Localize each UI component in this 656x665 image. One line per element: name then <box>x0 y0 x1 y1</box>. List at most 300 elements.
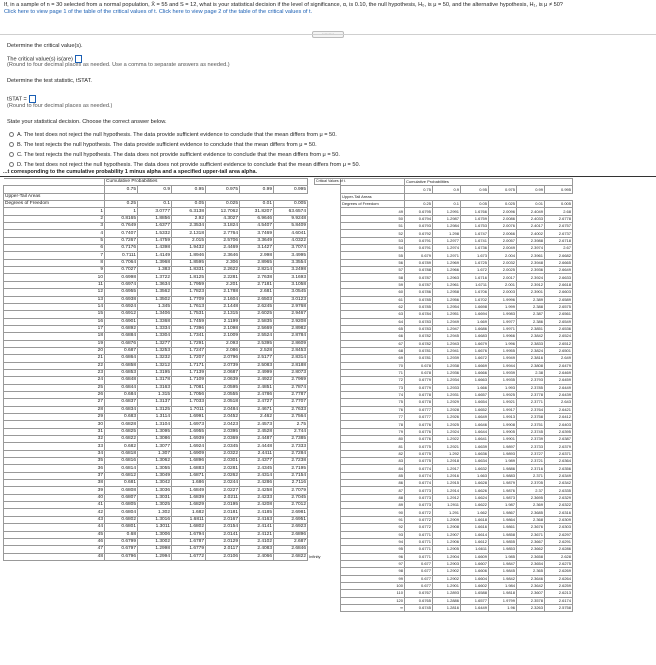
tvalue-cell: 4.6041 <box>274 230 308 237</box>
choice-a[interactable]: A. The test does not reject the null hypothesis. The data provide sufficient evidence to conclude that the mean differs from μ = 50. <box>9 132 337 139</box>
df-cell: 5 <box>4 237 105 244</box>
table-row <box>4 399 322 406</box>
tvalue-cell: 1.672 <box>461 267 489 274</box>
df-cell: 69 <box>341 355 405 362</box>
tvalue-cell: 0.6818 <box>105 450 138 457</box>
tvalue-cell: 1.7247 <box>172 347 206 354</box>
tvalue-cell: 1.673 <box>461 252 489 259</box>
table-row <box>341 516 573 523</box>
tvalue-cell: 1.993 <box>489 384 517 391</box>
cum-prob-cell: 0.75 <box>105 186 138 193</box>
tvalue-cell: 1.6609 <box>461 553 489 560</box>
tvalue-cell: 1.9949 <box>489 355 517 362</box>
tvalue-cell: 2.4233 <box>240 494 274 501</box>
tvalue-cell: 1.9901 <box>489 436 517 443</box>
tvalue-cell: 0.6787 <box>405 274 433 281</box>
tvalue-cell: 1.2934 <box>433 377 461 384</box>
tvalue-cell: 0.6785 <box>405 296 433 303</box>
table-page2-link[interactable]: Click here to view page 2 of the table of the critical values of t. <box>158 9 313 15</box>
tvalue-cell: 2.093 <box>206 340 240 347</box>
tvalue-cell: 0.7111 <box>105 252 138 259</box>
tvalue-cell: 0.678 <box>405 369 433 376</box>
upper-tail-header-blank <box>105 193 308 200</box>
tvalue-cell: 2.8982 <box>274 325 308 332</box>
tvalue-cell: 0.6784 <box>405 311 433 318</box>
df-cell: 71 <box>341 369 405 376</box>
tvalue-cell: 1.9799 <box>489 597 517 604</box>
df-cell: 24 <box>4 377 105 384</box>
df-cell: 34 <box>4 450 105 457</box>
tvalue-cell: 1.6652 <box>461 406 489 413</box>
tvalue-cell: 2.0017 <box>489 274 517 281</box>
table-row <box>341 450 573 457</box>
tvalue-cell: 2.5706 <box>206 237 240 244</box>
tvalue-cell: 0.6788 <box>405 267 433 274</box>
tvalue-cell: 0.7407 <box>105 230 138 237</box>
tvalue-cell: 2.6174 <box>545 597 573 604</box>
tvalue-cell: 2.6379 <box>545 443 573 450</box>
tvalue-cell: 1.2936 <box>433 369 461 376</box>
tvalue-cell: 1.666 <box>461 384 489 391</box>
upper-tail-header: Upper-Tail Areas <box>4 193 105 200</box>
tvalue-cell: 3.0777 <box>138 208 172 215</box>
tvalue-cell: 2.4049 <box>517 208 545 215</box>
tvalue-cell: 2.1009 <box>206 333 240 340</box>
tvalue-cell: 2.0452 <box>206 414 240 421</box>
df-cell: 110 <box>341 590 405 597</box>
tvalue-cell: 1.2943 <box>433 340 461 347</box>
tvalue-cell: 2.681 <box>240 289 274 296</box>
tvalue-cell: 2.8784 <box>274 333 308 340</box>
tvalue-cell: 2.0395 <box>206 428 240 435</box>
tvalue-cell: 2.387 <box>517 311 545 318</box>
table-row <box>341 274 573 281</box>
radio-d-icon[interactable] <box>9 162 14 167</box>
tvalue-cell: 2.3924 <box>517 274 545 281</box>
tvalue-cell: 2.3667 <box>517 538 545 545</box>
tvalue-cell: 0.6828 <box>105 421 138 428</box>
tvalue-cell: 2.0281 <box>206 465 240 472</box>
tvalue-cell: 1.682 <box>172 509 206 516</box>
tvalue-cell: 1.3502 <box>138 296 172 303</box>
table-row <box>4 531 322 538</box>
tvalue-cell: 1.7531 <box>172 311 206 318</box>
tvalue-cell: 2.4017 <box>517 223 545 230</box>
tvalue-cell: 2.8609 <box>274 340 308 347</box>
tvalue-cell: 0.6778 <box>405 399 433 406</box>
df-cell: 93 <box>341 531 405 538</box>
tvalue-cell: 2.0369 <box>206 436 240 443</box>
cum-prob-cell: 0.995 <box>274 186 308 193</box>
upper-tail-cell: 0.01 <box>240 201 274 208</box>
tvalue-cell: 1.2963 <box>433 274 461 281</box>
tvalue-cell: 2.3695 <box>517 494 545 501</box>
df-cell: 92 <box>341 524 405 531</box>
tvalue-cell: 1.6924 <box>172 443 206 450</box>
table-row <box>4 333 322 340</box>
cum-prob-cell: 0.975 <box>206 186 240 193</box>
tvalue-cell: 0.6816 <box>105 458 138 465</box>
question-text: If, in a sample of n = 30 selected from a normal population, X̄ = 55 and S = 12, what is your statistical decision if the level of significance, α, is 0.10, the null hypothesis, H₀, is μ = 50, and the alternative hypothesis, H₁, is μ ≠ 50? <box>4 2 563 8</box>
choice-b[interactable]: B. The test rejects the null hypothesis. The data provide sufficient evidence to conclude that the mean differs from μ = 50. <box>9 142 317 149</box>
tvalue-cell: 1.3031 <box>138 494 172 501</box>
tvalue-cell: 2.4573 <box>240 421 274 428</box>
tvalue-cell: 2.086 <box>206 347 240 354</box>
upper-tail-cell: 0.1 <box>433 201 461 208</box>
tvalue-cell: 2.6275 <box>545 560 573 567</box>
tvalue-cell: 1.291 <box>433 509 461 516</box>
tvalue-cell: 2.3901 <box>517 289 545 296</box>
df-cell: 1 <box>4 208 105 215</box>
table-title: ...t corresponding to the cumulative probability 1 minus alpha and a specified upper-tail area alpha. <box>3 169 258 175</box>
tvalue-cell: 9.9248 <box>274 215 308 222</box>
table-row <box>341 230 573 237</box>
tvalue-cell: 2.649 <box>545 355 573 362</box>
tvalue-cell: 0.6773 <box>405 487 433 494</box>
tvalue-cell: 1.3195 <box>138 369 172 376</box>
tvalue-cell: 1.9893 <box>489 450 517 457</box>
table-row <box>4 347 322 354</box>
df-cell: 72 <box>341 377 405 384</box>
tvalue-cell: 1.985 <box>489 553 517 560</box>
table-row <box>4 245 322 252</box>
tvalue-cell: 2.7333 <box>274 443 308 450</box>
tvalue-cell: 0.682 <box>105 443 138 450</box>
tvalue-cell: 0.687 <box>105 347 138 354</box>
tvalue-cell: 2.6364 <box>545 458 573 465</box>
tstat-input[interactable] <box>29 95 36 103</box>
df-cell: 84 <box>341 465 405 472</box>
tvalue-cell: 1.7823 <box>172 289 206 296</box>
tvalue-cell: 1.2994 <box>138 553 172 560</box>
df-cell: 46 <box>4 538 105 545</box>
tvalue-cell: 2.0227 <box>206 487 240 494</box>
tvalue-cell: 1.2901 <box>433 582 461 589</box>
table-row <box>4 362 322 369</box>
tvalue-cell: 2.37 <box>517 487 545 494</box>
tvalue-cell: 1.3011 <box>138 524 172 531</box>
tvalue-cell: 1.9867 <box>489 509 517 516</box>
tvalue-cell: 0.6777 <box>405 406 433 413</box>
table-row <box>4 487 322 494</box>
table-row <box>4 215 322 222</box>
table-row <box>4 516 322 523</box>
df-cell: 62 <box>341 303 405 310</box>
tvalue-cell: 2.0195 <box>206 502 240 509</box>
tvalue-cell: 1.7709 <box>172 296 206 303</box>
tvalue-cell: 1.9977 <box>489 318 517 325</box>
tvalue-cell: 1.9861 <box>489 524 517 531</box>
tvalue-cell: 1.2966 <box>433 267 461 274</box>
df-cell: 76 <box>341 406 405 413</box>
radio-c-icon[interactable] <box>9 152 14 157</box>
table-row <box>4 296 322 303</box>
tvalue-cell: 1.302 <box>138 509 172 516</box>
df-cell: 18 <box>4 333 105 340</box>
df-cell: 85 <box>341 472 405 479</box>
tvalue-cell: 2.6412 <box>545 414 573 421</box>
df-cell: 96 <box>341 553 405 560</box>
tvalue-cell: 0.6771 <box>405 553 433 560</box>
tvalue-cell: 0.6772 <box>405 516 433 523</box>
tvalue-cell: 1.6646 <box>461 421 489 428</box>
tvalue-cell: 1.2961 <box>433 281 461 288</box>
table-row <box>341 223 573 230</box>
tvalue-cell: 1.6909 <box>172 450 206 457</box>
tvalue-cell: 2.8188 <box>274 362 308 369</box>
table-row <box>341 509 573 516</box>
tvalue-cell: 1.2987 <box>433 215 461 222</box>
table-row <box>4 281 322 288</box>
upper-tail-cell: 0.005 <box>545 201 573 208</box>
tvalue-cell: 2.0555 <box>206 391 240 398</box>
tvalue-cell: 2.0096 <box>489 208 517 215</box>
tvalue-cell: 2.6259 <box>545 582 573 589</box>
table-row <box>341 311 573 318</box>
tvalue-cell: 1.6787 <box>172 538 206 545</box>
tvalue-cell: 2.687 <box>274 538 308 545</box>
df-cell: 82 <box>341 450 405 457</box>
tvalue-cell: 0.6773 <box>405 502 433 509</box>
tvalue-cell: 1.9876 <box>489 487 517 494</box>
tvalue-cell: 2.3833 <box>517 340 545 347</box>
table-row <box>341 553 573 560</box>
tvalue-cell: 1.6672 <box>461 355 489 362</box>
tvalue-cell: 0.6786 <box>405 289 433 296</box>
df-cell: 42 <box>4 509 105 516</box>
tvalue-cell: 0.6773 <box>405 494 433 501</box>
tvalue-cell: 1.3049 <box>138 472 172 479</box>
table-row <box>341 575 573 582</box>
tvalue-cell: 2.7116 <box>274 480 308 487</box>
table-row <box>4 480 322 487</box>
tvalue-cell: 2.6923 <box>274 524 308 531</box>
tvalue-cell: 2.3824 <box>517 347 545 354</box>
tvalue-cell: 1.2958 <box>433 289 461 296</box>
tvalue-cell: 1.7341 <box>172 333 206 340</box>
tvalue-cell: 0.6802 <box>105 516 138 523</box>
tvalue-cell: 1.2941 <box>433 347 461 354</box>
tvalue-cell: 1.3253 <box>138 347 172 354</box>
tvalue-cell: 2.8214 <box>240 267 274 274</box>
tvalue-cell: 1.6676 <box>461 347 489 354</box>
tvalue-cell: 1.2903 <box>433 560 461 567</box>
tvalue-cell: 1.6607 <box>461 560 489 567</box>
table-row <box>341 538 573 545</box>
tvalue-cell: 2.0262 <box>206 472 240 479</box>
tvalue-cell: 1.6634 <box>461 458 489 465</box>
tvalue-cell: 0.6782 <box>405 340 433 347</box>
df-cell: 89 <box>341 502 405 509</box>
tvalue-cell: 1.2977 <box>433 237 461 244</box>
tvalue-cell: 1.2922 <box>433 436 461 443</box>
table-row <box>341 303 573 310</box>
df-cell: 48 <box>4 553 105 560</box>
tvalue-cell: 2.8453 <box>274 347 308 354</box>
tvalue-cell: 0.679 <box>405 252 433 259</box>
tvalue-cell: 2.369 <box>517 502 545 509</box>
tvalue-cell: 2.0167 <box>206 516 240 523</box>
tvalue-cell: 0.6779 <box>405 377 433 384</box>
table-page1-link[interactable]: Click here to view page 1 of the table of the critical values of t. <box>4 9 158 15</box>
table-row <box>4 443 322 450</box>
table-row <box>4 494 322 501</box>
cum-prob-cell: 0.99 <box>240 186 274 193</box>
tvalue-cell: 1.6716 <box>461 274 489 281</box>
tvalue-cell: 0.678 <box>405 362 433 369</box>
tvalue-cell: 1.7139 <box>172 369 206 376</box>
table-row <box>341 296 573 303</box>
tvalue-cell: 2.3671 <box>517 531 545 538</box>
tvalue-cell: 0.6783 <box>405 325 433 332</box>
tvalue-cell: 2.3739 <box>517 436 545 443</box>
upper-tail-cell: 0.25 <box>405 201 433 208</box>
tvalue-cell: 0.6774 <box>405 472 433 479</box>
tvalue-cell: 2.9768 <box>274 303 308 310</box>
tvalue-cell: 1.9432 <box>172 245 206 252</box>
tvalue-cell: 2.6291 <box>545 538 573 545</box>
tvalue-cell: 0.6837 <box>105 399 138 406</box>
tvalue-cell: 2.8965 <box>240 259 274 266</box>
tvalue-cell: 2.4487 <box>240 436 274 443</box>
tvalue-cell: 0.6772 <box>405 524 433 531</box>
tvalue-cell: 3.3554 <box>274 259 308 266</box>
tvalue-cell: 2.0057 <box>489 237 517 244</box>
tvalue-cell: 2.3721 <box>517 458 545 465</box>
tvalue-cell: 0.6791 <box>405 245 433 252</box>
tvalue-cell: 2.7638 <box>240 274 274 281</box>
df-cell: 94 <box>341 538 405 545</box>
tvalue-cell: 0.6776 <box>405 428 433 435</box>
tvalue-cell: 1.3095 <box>138 428 172 435</box>
tvalue-cell: 2.0129 <box>206 538 240 545</box>
df-cell: 80 <box>341 436 405 443</box>
tvalue-cell: 1.6973 <box>172 421 206 428</box>
tvalue-cell: 1.9845 <box>489 568 517 575</box>
tvalue-cell: 0.6834 <box>105 406 138 413</box>
table-row <box>341 289 573 296</box>
tvalue-cell: 3.7469 <box>240 230 274 237</box>
tvalue-cell: 2.4922 <box>240 377 274 384</box>
tvalue-cell: 1.6622 <box>461 502 489 509</box>
choice-c[interactable]: C. The test rejects the null hypothesis. The data does not provide sufficient evidence to conclude that the mean differs from μ = 50. <box>9 152 340 159</box>
tvalue-cell: 1.4759 <box>138 237 172 244</box>
tvalue-cell: 2.3816 <box>517 355 545 362</box>
tvalue-cell: 2.6316 <box>545 509 573 516</box>
cum-prob-cell: 0.75 <box>405 186 433 193</box>
tvalue-cell: 1.6683 <box>461 333 489 340</box>
tvalue-cell: 1.2974 <box>433 245 461 252</box>
df-cell: 4 <box>4 230 105 237</box>
df-cell: 97 <box>341 560 405 567</box>
tvalue-cell: 1.6614 <box>461 531 489 538</box>
tvalue-cell: 1.3077 <box>138 443 172 450</box>
tvalue-cell: 1.7011 <box>172 406 206 413</box>
table-row <box>341 208 573 215</box>
tvalue-cell: 1.6849 <box>172 487 206 494</box>
tvalue-cell: 1.6602 <box>461 582 489 589</box>
choice-d[interactable]: D. The test does not reject the null hypothesis. The data does not provide sufficient evidence to conclude that the mean differs from μ = 50. <box>9 162 360 169</box>
table-row <box>341 582 573 589</box>
cum-prob-header-row <box>4 179 322 186</box>
cum-prob-header-blank <box>4 179 105 186</box>
tvalue-cell: 2.6335 <box>545 487 573 494</box>
radio-a-icon[interactable] <box>9 132 14 137</box>
df-cell: 23 <box>4 369 105 376</box>
tvalue-cell: 6.3138 <box>172 208 206 215</box>
tvalue-cell: 2.6618 <box>545 281 573 288</box>
tvalue-cell: 1.9935 <box>489 377 517 384</box>
tvalue-cell: 0.6772 <box>405 509 433 516</box>
tvalue-cell: 1.6896 <box>172 458 206 465</box>
table-row <box>341 524 573 531</box>
df-cell: 6 <box>4 245 105 252</box>
cum-prob-row <box>4 186 322 193</box>
upper-tail-header: Upper-Tail Areas <box>341 193 405 200</box>
tvalue-cell: 2.6403 <box>545 421 573 428</box>
tvalue-cell: 0.6796 <box>105 553 138 560</box>
tvalue-cell: 2.528 <box>240 347 274 354</box>
table-row <box>4 421 322 428</box>
tvalue-cell: 2.368 <box>517 516 545 523</box>
tvalue-cell: 1.9897 <box>489 443 517 450</box>
part2-instruction: Determine the test statistic, tSTAT. <box>7 78 92 84</box>
tvalue-cell: 2.6245 <box>240 303 274 310</box>
tvalue-cell: 1.2886 <box>433 597 461 604</box>
tvalue-cell: 2.004 <box>489 252 517 259</box>
tvalue-cell: 0.7027 <box>105 267 138 274</box>
radio-b-icon[interactable] <box>9 142 14 147</box>
tvalue-cell: 2.7633 <box>274 406 308 413</box>
df-cell: 2 <box>4 215 105 222</box>
df-cell: 63 <box>341 311 405 318</box>
tvalue-cell: 2.6665 <box>545 259 573 266</box>
tvalue-cell: 1.8125 <box>172 274 206 281</box>
tvalue-cell: 2.3716 <box>517 465 545 472</box>
tvalue-cell: 0.6807 <box>105 494 138 501</box>
tvalue-cell: 2.4851 <box>240 384 274 391</box>
tvalue-cell: 2.0518 <box>206 399 240 406</box>
tvalue-cell: 0.6901 <box>105 318 138 325</box>
tvalue-cell: 1.3334 <box>138 325 172 332</box>
tvalue-cell: 1.2971 <box>433 252 461 259</box>
tvalue-cell: 0.6775 <box>405 443 433 450</box>
tvalue-cell: 2.6501 <box>545 347 573 354</box>
df-cell: 53 <box>341 237 405 244</box>
table-row <box>341 259 573 266</box>
tvalue-cell: 1.3114 <box>138 414 172 421</box>
tvalue-cell: 1.2925 <box>433 421 461 428</box>
tvalue-cell: 1.9886 <box>489 465 517 472</box>
tvalue-cell: 1.9939 <box>489 369 517 376</box>
tvalue-cell: 0.6779 <box>405 384 433 391</box>
tvalue-cell: 1.3042 <box>138 480 172 487</box>
df-cell: 66 <box>341 333 405 340</box>
tvalue-cell: 2.3263 <box>517 604 545 611</box>
tvalue-cell: 1.6636 <box>461 450 489 457</box>
tvalue-cell: 2.3705 <box>517 480 545 487</box>
tvalue-cell: 5.8409 <box>274 223 308 230</box>
tvalue-cell: 1.9908 <box>489 421 517 428</box>
tvalue-cell: 1.2991 <box>433 208 461 215</box>
tvalue-cell: 1.984 <box>489 582 517 589</box>
tvalue-cell: 2.389 <box>517 296 545 303</box>
table-row <box>4 428 322 435</box>
tvalue-cell: 2.6757 <box>545 223 573 230</box>
tvalue-cell: 2.3658 <box>517 553 545 560</box>
tvalue-cell: 1.6883 <box>172 465 206 472</box>
df-cell: 39 <box>4 487 105 494</box>
